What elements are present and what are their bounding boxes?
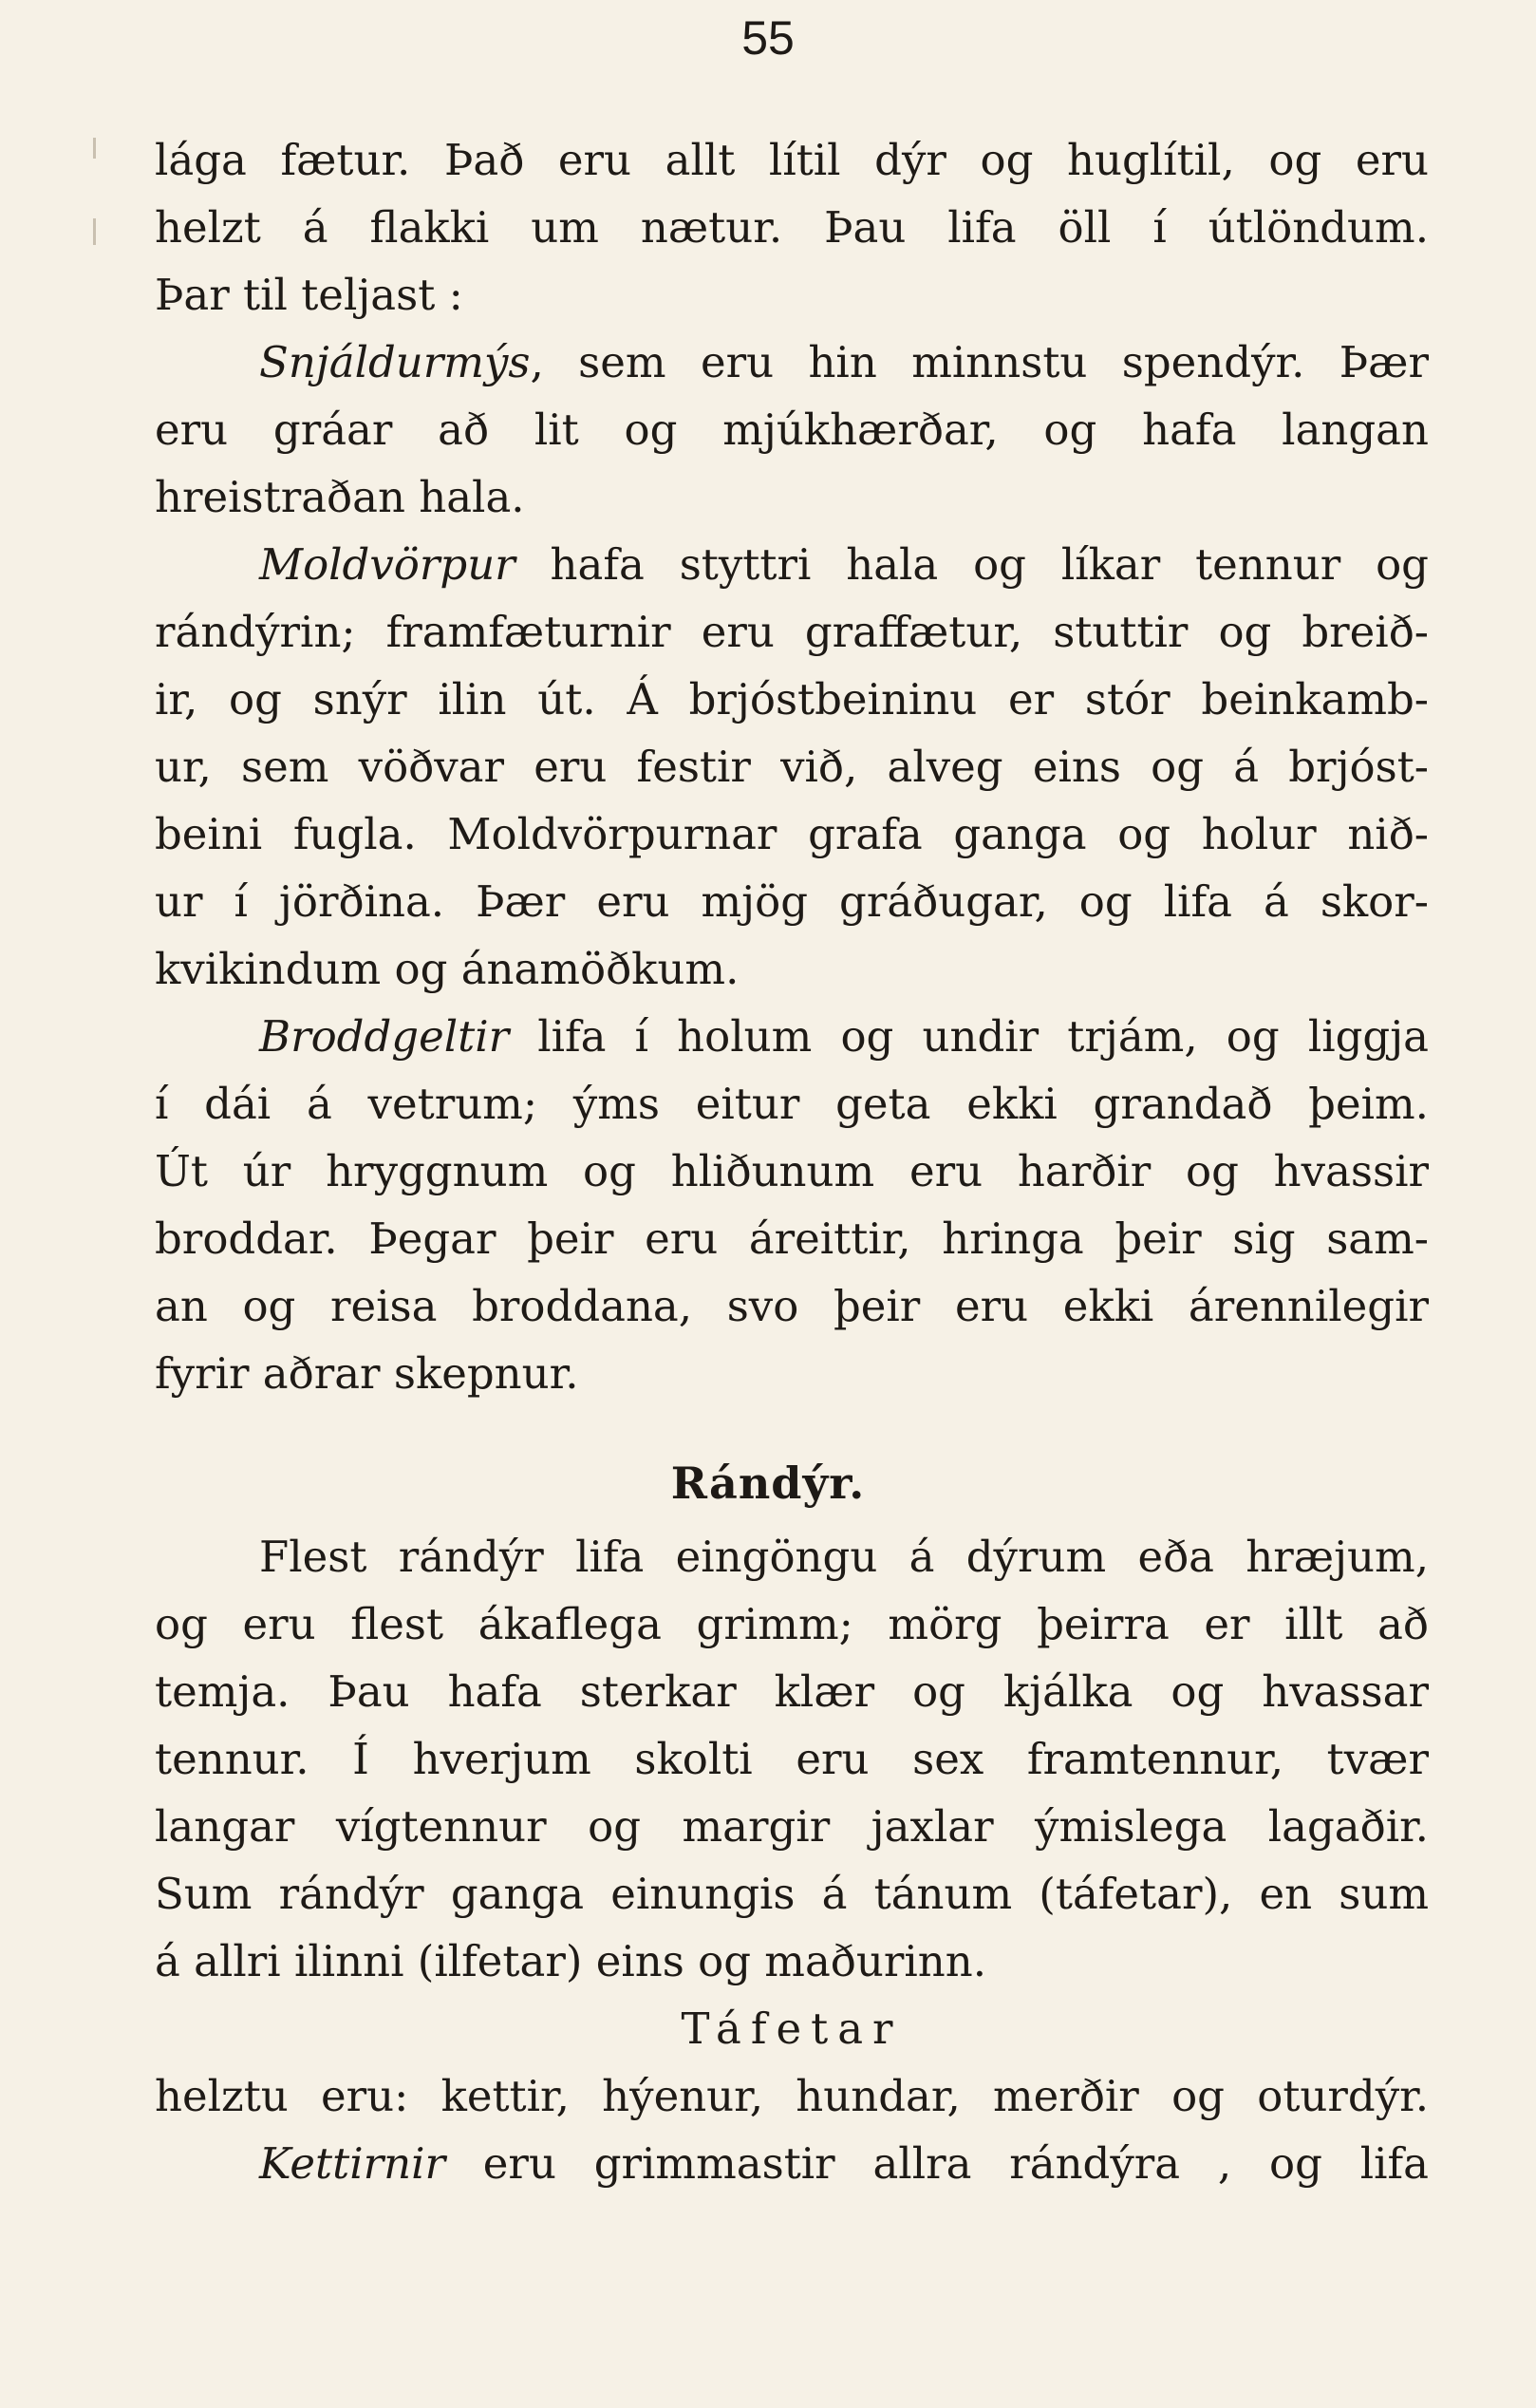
page-edge-mark — [93, 138, 96, 159]
text-segment: helztu eru: kettir, hýenur, hundar, merðir og oturdýr. — [155, 2071, 1429, 2121]
text-segment: ir, og snýr ilin út. Á brjóstbeininu er stór beinkamb- — [155, 674, 1429, 724]
text-line — [155, 1272, 1429, 1340]
text-line — [155, 1928, 1429, 1995]
text-segment: Táfetar — [681, 2004, 903, 2054]
text-line — [155, 1793, 1429, 1860]
text-line — [155, 126, 1429, 194]
text-segment: , sem eru hin minnstu spendýr. Þær — [530, 337, 1429, 387]
text-line — [155, 1995, 1429, 2062]
page-number: 55 — [741, 11, 795, 65]
text-segment: og eru flest ákaflega grimm; mörg þeirra er illt að — [155, 1599, 1429, 1649]
page-edge-mark — [93, 218, 96, 245]
text-segment: Út úr hryggnum og hliðunum eru harðir og hvassir — [155, 1146, 1429, 1196]
text-line — [155, 800, 1429, 868]
text-segment: Þar til teljast : — [155, 270, 463, 320]
text-segment: hafa styttri hala og líkar tennur og — [515, 539, 1429, 590]
text-line — [155, 329, 1429, 396]
text-segment: helzt á flakki um nætur. Þau lifa öll í útlöndum. — [155, 202, 1429, 253]
text-segment: langar vígtennur og margir jaxlar ýmislega lagaðir. — [155, 1801, 1429, 1852]
text-line — [155, 598, 1429, 666]
text-line — [155, 1658, 1429, 1725]
text-segment: fyrir aðrar skepnur. — [155, 1348, 579, 1399]
text-segment: kvikindum og ánamöðkum. — [155, 944, 740, 994]
text-line — [155, 666, 1429, 733]
text-segment: ur í jörðina. Þær eru mjög gráðugar, og lifa á skor- — [155, 876, 1429, 927]
italic-term: Snjáldurmýs — [259, 337, 531, 387]
section-heading: Rándýr. — [670, 1458, 866, 1509]
text-segment: Flest rándýr lifa eingöngu á dýrum eða hræjum, — [259, 1532, 1429, 1582]
text-line — [155, 463, 1429, 531]
text-block-upper — [155, 126, 1429, 1407]
text-segment: an og reisa broddana, svo þeir eru ekki árennilegir — [155, 1281, 1429, 1331]
text-line — [155, 1590, 1429, 1658]
text-line — [155, 1070, 1429, 1138]
text-line — [155, 531, 1429, 598]
text-segment: rándýrin; framfæturnir eru graffætur, stuttir og breið- — [155, 607, 1429, 657]
text-segment: broddar. Þegar þeir eru áreittir, hringa þeir sig sam- — [155, 1213, 1429, 1264]
text-line — [155, 1138, 1429, 1205]
text-segment: eru gráar að lit og mjúkhærðar, og hafa langan — [155, 404, 1429, 455]
text-segment: lifa í holum og undir trjám, og liggja — [509, 1011, 1429, 1062]
text-line — [155, 1340, 1429, 1407]
text-block-lower — [155, 1523, 1429, 2197]
text-line — [155, 868, 1429, 935]
text-segment: ur, sem vöðvar eru festir við, alveg eins og á brjóst- — [155, 742, 1429, 792]
text-line — [155, 2062, 1429, 2130]
text-line — [155, 935, 1429, 1003]
italic-term: Broddgeltir — [259, 1011, 510, 1062]
text-line — [155, 1523, 1429, 1590]
text-line — [155, 396, 1429, 463]
text-line — [155, 1205, 1429, 1272]
text-line — [155, 1725, 1429, 1793]
text-segment: Sum rándýr ganga einungis á tánum (táfetar), en sum — [155, 1869, 1429, 1919]
text-line — [155, 1003, 1429, 1070]
italic-term: Kettirnir — [259, 2138, 445, 2189]
text-line — [155, 2130, 1429, 2197]
text-segment: tennur. Í hverjum skolti eru sex framtennur, tvær — [155, 1734, 1429, 1784]
text-segment: lága fætur. Það eru allt lítil dýr og huglítil, og eru — [155, 135, 1429, 185]
text-segment: á allri ilinni (ilfetar) eins og maðurinn. — [155, 1936, 987, 1986]
text-segment: hreistraðan hala. — [155, 472, 525, 522]
text-line — [155, 194, 1429, 261]
text-line — [155, 261, 1429, 329]
text-segment: eru grimmastir allra rándýra , og lifa — [445, 2138, 1429, 2189]
text-segment: í dái á vetrum; ýms eitur geta ekki grandað þeim. — [155, 1079, 1429, 1129]
italic-term: Moldvörpur — [259, 539, 515, 590]
text-segment: temja. Þau hafa sterkar klær og kjálka og hvassar — [155, 1666, 1429, 1717]
text-line — [155, 1860, 1429, 1928]
text-segment: beini fugla. Moldvörpurnar grafa ganga og holur nið- — [155, 809, 1429, 859]
text-line — [155, 733, 1429, 800]
